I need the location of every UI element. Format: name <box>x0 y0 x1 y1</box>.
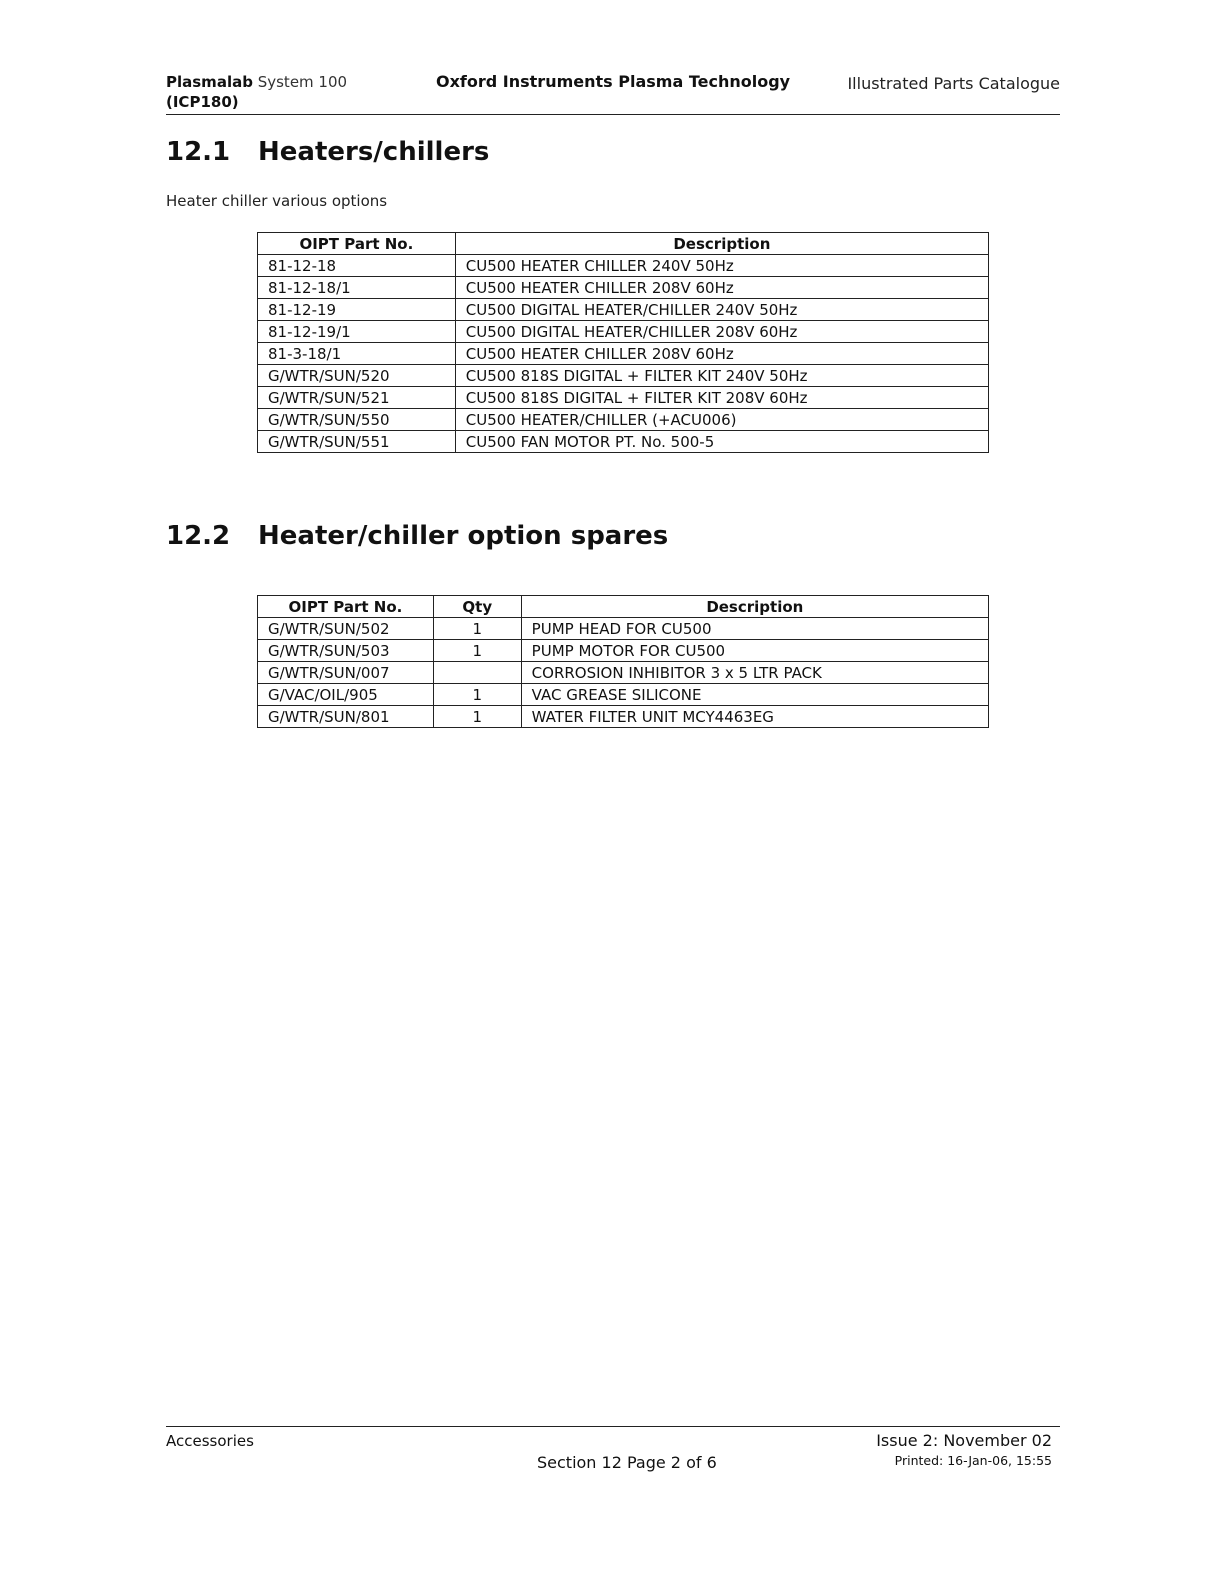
table-header-row <box>258 596 989 618</box>
table-header-row <box>258 233 989 255</box>
section-1-number: 12.1 <box>166 137 231 167</box>
product-name: Plasmalab <box>166 73 253 91</box>
table-row <box>258 299 989 321</box>
cell-part: G/WTR/SUN/550 <box>258 409 456 431</box>
cell-desc: CU500 HEATER CHILLER 240V 50Hz <box>455 255 988 277</box>
section-1-intro: Heater chiller various options <box>166 192 388 210</box>
table-row <box>258 277 989 299</box>
cell-part: G/WTR/SUN/551 <box>258 431 456 453</box>
cell-part: G/WTR/SUN/521 <box>258 387 456 409</box>
cell-desc: CORROSION INHIBITOR 3 x 5 LTR PACK <box>521 662 988 684</box>
cell-part: 81-12-18 <box>258 255 456 277</box>
section-1-title: Heaters/chillers <box>258 137 490 167</box>
column-header-qty: Qty <box>433 596 521 618</box>
table-row <box>258 431 989 453</box>
table-row <box>258 343 989 365</box>
product-system: System 100 <box>252 73 348 91</box>
header-doc-type: Illustrated Parts Catalogue <box>847 74 1060 93</box>
page-header <box>166 72 1060 115</box>
cell-part: G/WTR/SUN/502 <box>258 618 434 640</box>
column-header-description: Description <box>521 596 988 618</box>
cell-qty: 1 <box>433 618 521 640</box>
cell-part: G/VAC/OIL/905 <box>258 684 434 706</box>
cell-qty <box>433 662 521 684</box>
cell-qty: 1 <box>433 706 521 728</box>
table-row <box>258 387 989 409</box>
cell-part: G/WTR/SUN/007 <box>258 662 434 684</box>
cell-part: 81-12-18/1 <box>258 277 456 299</box>
cell-part: 81-12-19 <box>258 299 456 321</box>
cell-desc: PUMP MOTOR FOR CU500 <box>521 640 988 662</box>
cell-desc: CU500 HEATER/CHILLER (+ACU006) <box>455 409 988 431</box>
cell-desc: PUMP HEAD FOR CU500 <box>521 618 988 640</box>
footer-printed-date: Printed: 16-Jan-06, 15:55 <box>894 1453 1052 1468</box>
cell-desc: CU500 818S DIGITAL + FILTER KIT 240V 50Hz <box>455 365 988 387</box>
column-header-description: Description <box>455 233 988 255</box>
cell-desc: CU500 HEATER CHILLER 208V 60Hz <box>455 277 988 299</box>
cell-desc: CU500 FAN MOTOR PT. No. 500-5 <box>455 431 988 453</box>
cell-part: G/WTR/SUN/503 <box>258 640 434 662</box>
table-row <box>258 618 989 640</box>
heaters-chillers-table <box>257 232 989 453</box>
section-1-heading <box>166 136 489 168</box>
table-row <box>258 662 989 684</box>
table-row <box>258 365 989 387</box>
section-2-title: Heater/chiller option spares <box>258 521 669 551</box>
cell-desc: WATER FILTER UNIT MCY4463EG <box>521 706 988 728</box>
header-product <box>166 72 347 112</box>
table-row <box>258 409 989 431</box>
cell-part: G/WTR/SUN/801 <box>258 706 434 728</box>
footer-page-number: Section 12 Page 2 of 6 <box>537 1453 717 1472</box>
footer-issue: Issue 2: November 02 <box>876 1431 1052 1450</box>
cell-desc: CU500 818S DIGITAL + FILTER KIT 208V 60Hz <box>455 387 988 409</box>
cell-desc: CU500 DIGITAL HEATER/CHILLER 208V 60Hz <box>455 321 988 343</box>
column-header-part: OIPT Part No. <box>258 233 456 255</box>
section-2-heading <box>166 520 668 552</box>
cell-part: 81-12-19/1 <box>258 321 456 343</box>
cell-desc: VAC GREASE SILICONE <box>521 684 988 706</box>
footer-chapter: Accessories <box>166 1432 254 1450</box>
section-2-number: 12.2 <box>166 521 231 551</box>
table-row <box>258 255 989 277</box>
option-spares-table <box>257 595 989 728</box>
cell-desc: CU500 HEATER CHILLER 208V 60Hz <box>455 343 988 365</box>
product-model: (ICP180) <box>166 93 239 111</box>
cell-part: G/WTR/SUN/520 <box>258 365 456 387</box>
table-row <box>258 684 989 706</box>
table-row <box>258 640 989 662</box>
page-footer <box>166 1426 1060 1472</box>
cell-part: 81-3-18/1 <box>258 343 456 365</box>
cell-qty: 1 <box>433 684 521 706</box>
table-row <box>258 706 989 728</box>
cell-desc: CU500 DIGITAL HEATER/CHILLER 240V 50Hz <box>455 299 988 321</box>
header-company: Oxford Instruments Plasma Technology <box>436 72 791 91</box>
cell-qty: 1 <box>433 640 521 662</box>
table-row <box>258 321 989 343</box>
column-header-part: OIPT Part No. <box>258 596 434 618</box>
